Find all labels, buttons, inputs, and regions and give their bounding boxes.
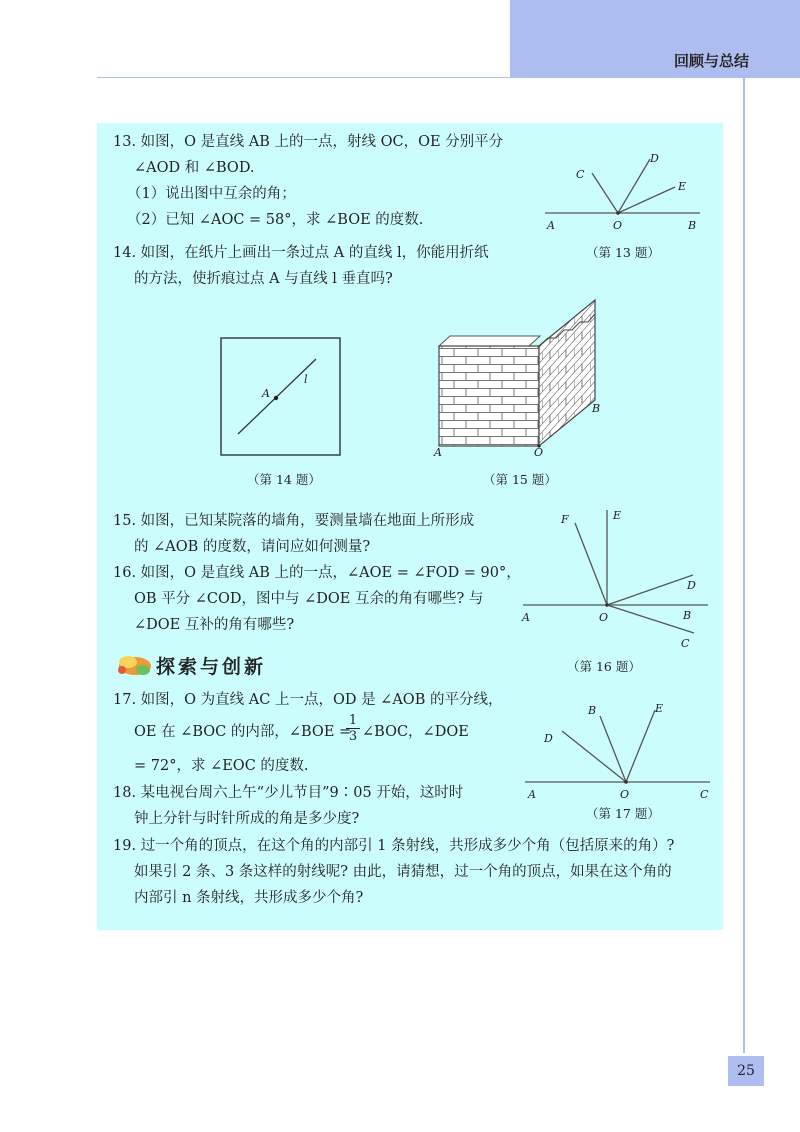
header-rule bbox=[97, 77, 745, 78]
problem-16-line-3: ∠DOE 互补的角有哪些? bbox=[134, 617, 295, 633]
figure-17 bbox=[520, 698, 715, 802]
ray-oc bbox=[607, 605, 694, 633]
problem-14-line-1: 14. 如图，在纸片上画出一条过点 A 的直线 l，你能用折纸 bbox=[113, 245, 489, 261]
figure-13-caption: （第 13 题） bbox=[586, 245, 660, 260]
paper-square bbox=[221, 338, 340, 455]
problem-15-line-2: 的 ∠AOB 的度数，请问应如何测量? bbox=[134, 539, 371, 555]
problem-16-line-2: OB 平分 ∠COD，图中与 ∠DOE 互余的角有哪些? 与 bbox=[134, 591, 484, 607]
ray-of bbox=[575, 523, 607, 605]
label-b: B bbox=[683, 609, 692, 622]
problem-19-line-1: 19. 过一个角的顶点，在这个角的内部引 1 条射线，共形成多少个角（包括原来的角）? bbox=[113, 838, 675, 854]
side-rule bbox=[743, 78, 745, 1053]
label-a: A bbox=[528, 788, 536, 801]
label-d: D bbox=[544, 732, 553, 745]
figure-16-caption: （第 16 题） bbox=[567, 659, 641, 674]
problem-19-line-3: 内部引 n 条射线，共形成多少个角? bbox=[134, 890, 364, 906]
label-a: A bbox=[262, 387, 270, 400]
problem-13-line-1: 13. 如图，O 是直线 AB 上的一点，射线 OC，OE 分别平分 bbox=[113, 134, 504, 150]
label-e: E bbox=[678, 180, 687, 193]
problem-18-line-2: 钟上分针与时针所成的角是多少度? bbox=[134, 811, 360, 827]
point-o bbox=[605, 603, 609, 607]
label-f: F bbox=[561, 513, 569, 526]
figure-15-caption: （第 15 题） bbox=[483, 472, 557, 487]
figure-15 bbox=[430, 292, 605, 457]
header-tab bbox=[510, 0, 800, 78]
label-b: B bbox=[688, 219, 697, 232]
problem-15-line-1: 15. 如图，已知某院落的墙角，要测量墙在地面上所形成 bbox=[113, 513, 475, 529]
label-c: C bbox=[576, 168, 585, 181]
figure-17-caption: （第 17 题） bbox=[586, 806, 660, 821]
label-c: C bbox=[700, 788, 709, 801]
figure-16 bbox=[518, 505, 713, 653]
point-a bbox=[274, 396, 278, 400]
explore-icon bbox=[113, 650, 153, 678]
label-o: O bbox=[599, 611, 609, 624]
ray-od bbox=[618, 159, 650, 213]
problem-13-line-2: ∠AOD 和 ∠BOD. bbox=[134, 160, 255, 176]
problem-13-line-3: （1）说出图中互余的角； bbox=[127, 186, 296, 202]
page-number: 25 bbox=[737, 1063, 755, 1079]
ray-oe bbox=[618, 187, 675, 213]
ray-oc bbox=[592, 173, 618, 213]
problem-13-line-4: （2）已知 ∠AOC = 58°，求 ∠BOE 的度数. bbox=[127, 212, 424, 228]
label-e: E bbox=[613, 509, 622, 522]
problem-17-line-2b: ∠BOC，∠DOE bbox=[362, 724, 469, 740]
point-o bbox=[616, 211, 620, 215]
fraction-denominator: 3 bbox=[348, 729, 358, 744]
front-wall bbox=[439, 346, 539, 446]
problem-19-line-2: 如果引 2 条、3 条这样的射线呢? 由此，请猜想，过一个角的顶点，如果在这个角的 bbox=[134, 864, 672, 880]
ray-oe bbox=[626, 710, 655, 782]
section-header-title: 回顾与总结 bbox=[674, 52, 750, 70]
label-b: B bbox=[588, 704, 597, 717]
fraction-numerator: 1 bbox=[346, 713, 360, 729]
section-heading: 探索与创新 bbox=[156, 656, 267, 678]
problem-18-line-1: 18. 某电视台周六上午“少儿节目”9∶05 开始，这时时 bbox=[113, 785, 464, 801]
label-o: O bbox=[620, 788, 630, 801]
fraction bbox=[346, 713, 360, 744]
point-o bbox=[624, 780, 628, 784]
problem-17-line-3: = 72°，求 ∠EOC 的度数. bbox=[134, 758, 309, 774]
label-d: D bbox=[687, 579, 696, 592]
ray-od bbox=[607, 575, 693, 605]
problem-16-line-1: 16. 如图，O 是直线 AB 上的一点，∠AOE = ∠FOD = 90°， bbox=[113, 565, 521, 581]
problem-17-line-2a: OE 在 ∠BOC 的内部，∠BOE = bbox=[134, 724, 352, 740]
label-d: D bbox=[650, 152, 659, 165]
label-a: A bbox=[547, 219, 555, 232]
problem-14-line-2: 的方法，使折痕过点 A 与直线 l 垂直吗? bbox=[134, 271, 393, 287]
label-l: l bbox=[304, 373, 308, 386]
label-e: E bbox=[655, 702, 664, 715]
label-o: O bbox=[613, 219, 623, 232]
label-c: C bbox=[681, 637, 690, 650]
label-a: A bbox=[434, 446, 442, 457]
label-o: O bbox=[534, 446, 544, 457]
label-b: B bbox=[592, 402, 601, 415]
label-a: A bbox=[522, 611, 530, 624]
wall-top bbox=[439, 336, 540, 346]
figure-14-caption: （第 14 题） bbox=[247, 472, 321, 487]
problem-17-line-1: 17. 如图，O 为直线 AC 上一点，OD 是 ∠AOB 的平分线， bbox=[113, 692, 503, 708]
figure-13 bbox=[540, 145, 710, 235]
figure-14 bbox=[220, 337, 342, 457]
